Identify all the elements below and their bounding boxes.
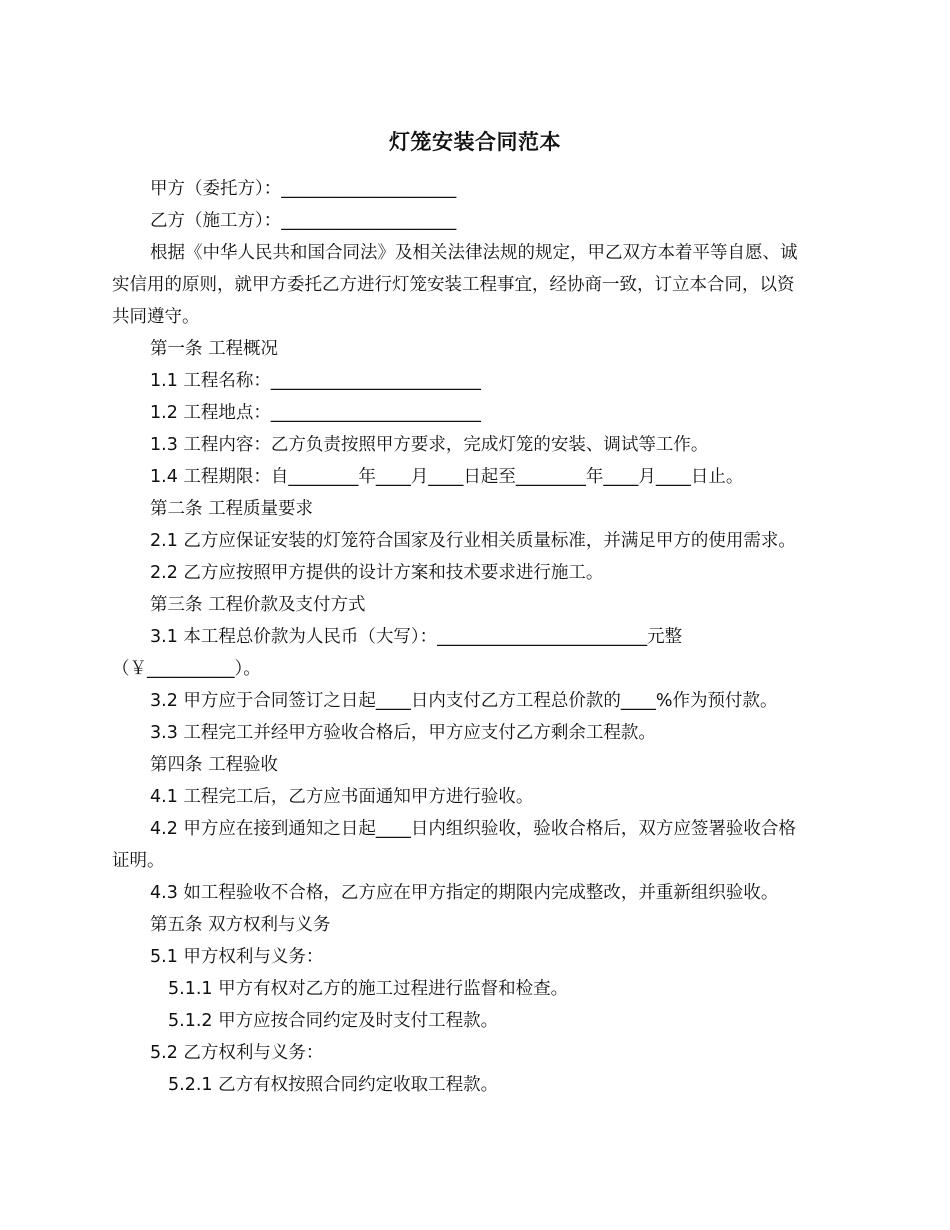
clause-5-1-2: 5.1.2 甲方应按合同约定及时支付工程款。	[168, 1011, 499, 1031]
clause-5-1-1: 5.1.1 甲方有权对乙方的施工过程进行监督和检查。	[168, 979, 569, 999]
preamble-line-1: 根据《中华人民共和国合同法》及相关法律法规的规定，甲乙双方本着平等自愿、诚	[150, 243, 798, 263]
clause-5-2-1: 5.2.1 乙方有权按照合同约定收取工程款。	[168, 1075, 499, 1095]
document-title: 灯笼安装合同范本	[389, 130, 561, 154]
clause-4-2-cont: 证明。	[112, 851, 165, 871]
clause-5-2: 5.2 乙方权利与义务：	[150, 1043, 324, 1063]
article-3-heading: 第三条 工程价款及支付方式	[150, 595, 366, 615]
clause-4-2: 4.2 甲方应在接到通知之日起____日内组织验收，验收合格后，双方应签署验收合格	[150, 819, 796, 839]
clause-3-1: 3.1 本工程总价款为人民币（大写）：________________________元整	[150, 627, 683, 647]
clause-1-2: 1.2 工程地点：________________________	[150, 403, 481, 423]
clause-2-1: 2.1 乙方应保证安装的灯笼符合国家及行业相关质量标准，并满足甲方的使用需求。	[150, 531, 796, 551]
party-b-line: 乙方（施工方）：____________________	[150, 211, 457, 231]
article-2-heading: 第二条 工程质量要求	[150, 499, 314, 519]
party-a-line: 甲方（委托方）：____________________	[150, 179, 457, 199]
clause-3-1-amount: （￥__________）。	[112, 659, 261, 679]
article-1-heading: 第一条 工程概况	[150, 339, 279, 359]
preamble-line-3: 共同遵守。	[112, 307, 200, 327]
article-5-heading: 第五条 双方权利与义务	[150, 915, 331, 935]
article-4-heading: 第四条 工程验收	[150, 755, 279, 775]
clause-1-1: 1.1 工程名称：________________________	[150, 371, 481, 391]
clause-2-2: 2.2 乙方应按照甲方提供的设计方案和技术要求进行施工。	[150, 563, 604, 583]
preamble-line-2: 实信用的原则，就甲方委托乙方进行灯笼安装工程事宜，经协商一致，订立本合同，以资	[112, 275, 795, 295]
clause-4-1: 4.1 工程完工后，乙方应书面通知甲方进行验收。	[150, 787, 534, 807]
clause-4-3: 4.3 如工程验收不合格，乙方应在甲方指定的期限内完成整改，并重新组织验收。	[150, 883, 779, 903]
clause-3-3: 3.3 工程完工并经甲方验收合格后，甲方应支付乙方剩余工程款。	[150, 723, 656, 743]
clause-3-2: 3.2 甲方应于合同签订之日起____日内支付乙方工程总价款的____%作为预付款。	[150, 691, 778, 711]
clause-5-1: 5.1 甲方权利与义务：	[150, 947, 324, 967]
clause-1-4: 1.4 工程期限：自________年____月____日起至________年____月____日止。	[150, 467, 744, 487]
clause-1-3: 1.3 工程内容：乙方负责按照甲方要求，完成灯笼的安装、调试等工作。	[150, 435, 709, 455]
